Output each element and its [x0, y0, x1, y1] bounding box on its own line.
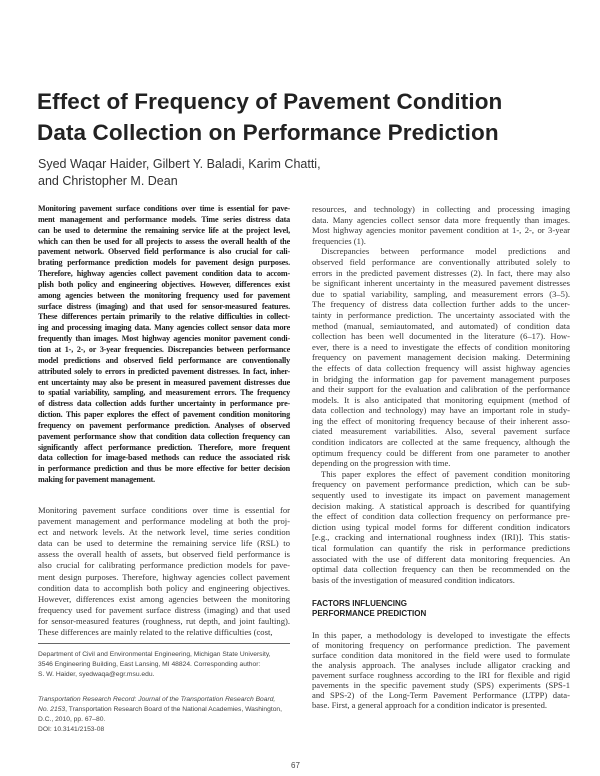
authors-line: and Christopher M. Dean: [38, 174, 178, 188]
text-line: basis of the investigation of measured condition indicators.: [312, 574, 515, 585]
text-line: assess the overall health of assets, but observed field performance is: [38, 549, 290, 560]
page-number: 67: [291, 761, 300, 770]
text-line: These differences pertain primarily to the relative difficulties in collect-: [38, 312, 290, 322]
text-line: models. It is also anticipated that monitoring equipment (method of: [312, 394, 570, 405]
text-line: Monitoring pavement surface conditions over time is essential for pave-: [38, 204, 290, 213]
affiliation-line: 3546 Engineering Building, East Lansing, MI 48824. Corresponding author:: [38, 661, 261, 668]
text-line: diction using typical model forms for different condition indicators: [312, 521, 570, 532]
text-line: ever, there is a need to investigate the effects of condition monitoring: [312, 341, 570, 352]
text-line: tainty in performance prediction. The uncertainty associated with the: [312, 309, 570, 320]
text-line: ment design purposes. Therefore, highway agencies collect pavement: [38, 571, 290, 582]
doi: DOI: 10.3141/2153-08: [38, 726, 105, 733]
text-line: for sensor-measured features (roughness, rut depth, and joint faulting).: [38, 615, 290, 626]
text-line: These differences are mainly related to the relative difficulties (cost,: [38, 627, 273, 638]
text-line: data collection and technology) may have an important role in study-: [312, 405, 570, 416]
text-line: resources, and technology) in collecting and processing imaging: [312, 204, 570, 214]
text-line: in bridging the information gap for pavement management purposes: [312, 373, 570, 384]
place-pages: D.C., 2010, pp. 67–80.: [38, 716, 106, 723]
text-line: ment management and performance models. Time series distress data: [38, 214, 290, 224]
text-line: base. First, a general approach for a condition indicator is presented.: [312, 700, 548, 710]
text-line: This paper explores the effect of pavement condition monitoring: [321, 468, 570, 479]
body-right-column: [312, 204, 570, 585]
journal-number: No. 2153: [38, 706, 66, 713]
text-line: ent uncertainty may also be present in measured pavement distresses due: [38, 377, 290, 387]
text-line: condition data to accomplish both policy and engineering objectives.: [38, 582, 290, 593]
text-line: However, differences exist among agencies between the monitoring: [38, 593, 290, 604]
text-line: attributed solely to errors in predicted pavement distresses. In fact, inher-: [38, 366, 290, 376]
text-line: frequency on pavement performance prediction, which can be sub-: [312, 479, 570, 490]
affiliation-line: Department of Civil and Environmental Engineering, Michigan State University,: [38, 651, 271, 658]
text-line: optimum frequency could be different from one parameter to another: [312, 447, 570, 458]
text-line: Most highway agencies monitor pavement condition at 1-, 2-, or 3-year: [312, 225, 570, 236]
text-line: The frequency of distress data collection further adds to the uncer-: [312, 299, 570, 310]
title-line: Effect of Frequency of Pavement Condition: [37, 89, 503, 114]
publisher: , Transportation Research Board of the National Academies, Washington,: [65, 706, 282, 713]
text-line: collection has been well documented in the literature (6–17). How-: [312, 331, 570, 342]
text-line: frequency used for pavement surface distress (imaging) and that used: [38, 604, 290, 615]
text-line: the effect of condition data collection frequency on performance pre-: [312, 511, 570, 522]
heading-line: FACTORS INFLUENCING: [312, 599, 407, 608]
text-line: be significant inherent uncertainty in the measured pavement distresses: [312, 278, 570, 289]
text-line: surface condition data monitored in the field were used to formulate: [312, 650, 570, 660]
text-line: pavement surface roughness according to the IRI for flexible and rigid: [312, 670, 570, 680]
text-line: ing and processing imaging data. Many agencies collect sensor data more: [38, 323, 290, 333]
affiliation-line: S. W. Haider, syedwaqa@egr.msu.edu.: [38, 671, 155, 678]
text-line: to spatial variability, sampling, and measurement errors. The frequency: [38, 388, 290, 398]
text-line: [e.g., cracking and international roughness index (IRI)]. This statis-: [312, 532, 570, 543]
text-line: surface distress (imaging) and that used for sensor-measured features.: [38, 301, 290, 311]
affiliation-footnote: [38, 650, 298, 680]
text-line: tical formulation can quantify the risk in performance predictions: [312, 543, 570, 553]
text-line: the analysis approach. The analyses include alligator cracking and: [312, 660, 570, 670]
text-line: due to spatial variability, sampling, and measurement errors (3–5).: [312, 288, 570, 299]
text-line: frequency on pavement performance prediction. Analyses of observed: [38, 420, 290, 430]
text-line: associated with the use of different data monitoring frequencies. An: [312, 553, 570, 564]
body-left-column: [38, 505, 290, 638]
title-line: Data Collection on Performance Prediction: [37, 120, 499, 145]
text-line: plish both policy and engineering objectives. However, differences exist: [38, 279, 290, 289]
text-line: Monitoring pavement surface conditions over time is essential for: [38, 505, 290, 515]
text-line: which can then be used for all projects to assess the overall health of the: [38, 236, 290, 246]
text-line: optimal data collection frequency can then be recommended on the: [312, 564, 570, 575]
text-line: tion at 1-, 2-, or 3-year frequencies. Discrepancies between performance: [38, 344, 290, 354]
text-line: sequently used to investigate its impact on pavement management: [312, 490, 570, 501]
text-line: diction. This paper explores the effect of pavement condition monitoring: [38, 410, 290, 420]
text-line: of distress data collection adds further uncertainty in performance pre-: [38, 399, 290, 409]
text-line: Discrepancies between performance model predictions and: [321, 246, 570, 257]
text-line: making for pavement management.: [38, 475, 156, 485]
text-line: pavement network. Observed field performance is also crucial for cali-: [38, 247, 290, 257]
paper-title: [37, 86, 502, 148]
text-line: and their support for the evaluation and calibration of the performance: [312, 384, 570, 395]
text-line: significantly affect performance prediction. Therefore, more frequent: [38, 442, 290, 452]
text-line: observed field performance are conventionally attributed solely to: [312, 256, 570, 267]
text-line: pavements in the specific pavement study (SPS) experiments (SPS-1: [312, 680, 570, 690]
text-line: frequencies (1).: [312, 235, 366, 246]
author-list: [38, 156, 321, 190]
citation-footnote: [38, 695, 298, 735]
text-line: data collection for image-based methods can reduce the associated risk: [38, 453, 290, 463]
text-line: ing the effect of monitoring frequency because of their inherent asso-: [312, 415, 570, 426]
footnote-divider: [38, 643, 290, 644]
section-heading: [312, 599, 426, 619]
text-line: among agencies between the monitoring frequency used for pavement: [38, 290, 290, 300]
text-line: and SPS-2) of the Long-Term Pavement Performance (LTPP) data-: [312, 690, 570, 700]
text-line: of monitoring frequency on performance prediction. The pavement: [312, 640, 570, 650]
abstract: [38, 204, 290, 486]
text-line: data can be used to determine the remaining service life (RSL) to: [38, 538, 290, 549]
text-line: in performance prediction and thus be more effective for better decision: [38, 464, 290, 474]
text-line: pavement management and performance modeling at both the proj-: [38, 516, 290, 527]
text-line: model predictions and observed field performance are conventionally: [38, 355, 290, 365]
text-line: the effects of data collection frequency will assist highway agencies: [312, 362, 570, 373]
text-line: depending on the progression with time.: [312, 458, 451, 469]
authors-line: Syed Waqar Haider, Gilbert Y. Baladi, Karim Chatti,: [38, 157, 321, 171]
journal-name: Transportation Research Record: Journal of the Transportation Research Board,: [38, 696, 276, 703]
text-line: frequency on pavement management decision making. Determining: [312, 352, 570, 363]
heading-line: PERFORMANCE PREDICTION: [312, 609, 427, 618]
text-line: ect and network levels. At the network level, time series condition: [38, 527, 290, 538]
text-line: also crucial for calibrating performance prediction models for pave-: [38, 560, 290, 571]
text-line: method (manual, semiautomated, and automated) of condition data: [312, 320, 570, 331]
text-line: errors in the predicted pavement distresses (2). In fact, there may also: [312, 267, 570, 278]
section-body: [312, 630, 570, 710]
text-line: Therefore, highway agencies collect pavement condition data to accom-: [38, 269, 290, 279]
text-line: In this paper, a methodology is developed to investigate the effects: [312, 630, 570, 640]
text-line: brating performance prediction models for pavement design purposes.: [38, 258, 290, 268]
text-line: frequently than images. Most highway agencies monitor pavement condi-: [38, 334, 290, 344]
text-line: ciated measurement variabilities. Also, several pavement surface: [312, 426, 570, 437]
text-line: data. Many agencies collect sensor data more frequently than images.: [312, 214, 570, 225]
text-line: condition indicators are collected at the same frequency, although the: [312, 437, 570, 448]
text-line: can be used to determine the remaining service life at the project level,: [38, 225, 290, 235]
text-line: pavement performance show that condition data collection frequency can: [38, 431, 290, 441]
text-line: decision making. A statistical approach is described for quantifying: [312, 500, 570, 511]
